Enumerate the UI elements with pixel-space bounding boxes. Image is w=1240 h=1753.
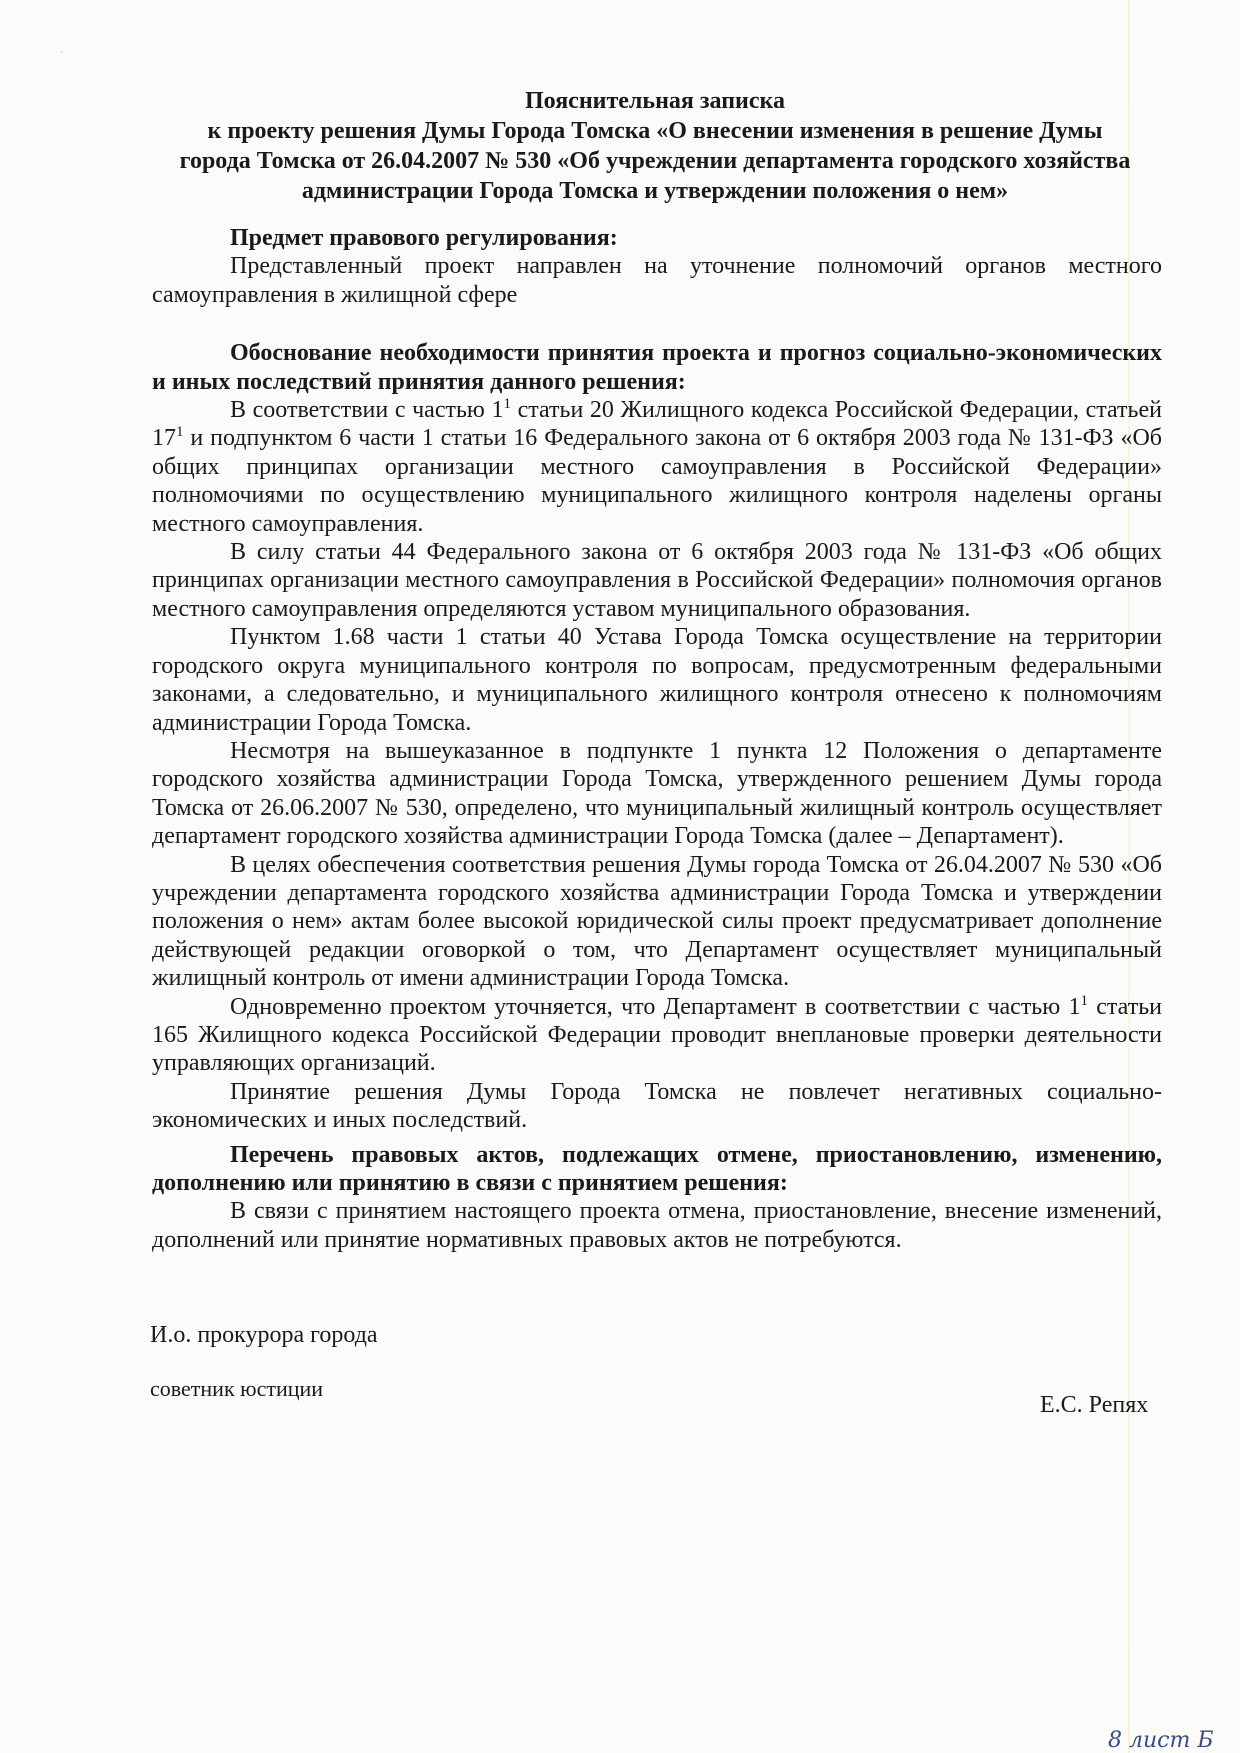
handwritten-note: 8 лист Б — [1108, 1728, 1214, 1753]
paragraph-2: В силу статьи 44 Федерального закона от 6 октября 2003 года № 131-ФЗ «Об общих принципах организации местного самоуправления в Российской Федерации» полномочия органов местного самоуправления определяются уставом муниципального образования. — [152, 539, 1162, 622]
paragraph-5: В целях обеспечения соответствия решения Думы города Томска от 26.04.2007 № 530 «Об учреждении департамента городского хозяйства администрации Города Томска и утверждении положения о нем» актам более высокой юридической силы проект предусматривает дополнение действующей редакции оговоркой о том, что Департамент осуществляет муниципальный жилищный контроль от имени администрации Города Томска. — [152, 851, 1162, 992]
subject-paragraph: Представленный проект направлен на уточнение полномочий органов местного самоуправления в жилищной сфере — [152, 253, 1162, 308]
title-line: города Томска от 26.04.2007 № 530 «Об учреждении департамента городского хозяйства — [179, 148, 1131, 174]
acts-paragraph: В связи с принятием настоящего проекта отмена, приостановление, внесение изменений, дополнений или принятие нормативных правовых актов не потребуются. — [152, 1198, 1162, 1253]
paragraph-1: В соответствии с частью $1^1$ статьи 20 Жилищного кодекса Российской Федерации, статьей $17^1$ и подпунктом 6 части 1 статьи 16 Федерального закона от 6 октября 2003 года № 131-ФЗ «Об общих принципах организации местного самоуправления в Российской Федерации» полномочиями по осуществлению муниципального жилищного контроля наделены органы местного самоуправления. — [152, 396, 1162, 537]
signatory-name: Е.С. Репях — [1040, 1392, 1149, 1418]
title-line: к проекту решения Думы Города Томска «О внесении изменения в решение Думы — [207, 118, 1103, 144]
justification-heading: Обоснование необходимости принятия проекта и прогноз социально-экономических и иных последствий принятия данного решения: — [152, 340, 1162, 395]
subject-heading: Предмет правового регулирования: — [230, 225, 618, 251]
scan-speck: · — [60, 48, 64, 59]
signatory-position: И.о. прокурора города — [150, 1322, 378, 1348]
paragraph-6: Одновременно проектом уточняется, что Департамент в соответствии с частью $1^1$ статьи 165 Жилищного кодекса Российской Федерации проводит внеплановые проверки деятельности управляющих организаций. — [152, 992, 1162, 1077]
paragraph-4: Несмотря на вышеуказанное в подпункте 1 пункта 12 Положения о департаменте городского хозяйства администрации Города Томска, утвержденного решением Думы города Томска от 26.06.2007 № 530, определено, что муниципальный жилищный контроль осуществляет департамент городского хозяйства администрации Города Томска (далее – Департамент). — [152, 737, 1162, 850]
document-body — [152, 224, 1162, 1254]
paragraph-7: Принятие решения Думы Города Томска не повлечет негативных социально-экономических и иных последствий. — [152, 1078, 1162, 1134]
title-line: Пояснительная записка — [524, 88, 785, 114]
signatory-rank: советник юстиции — [150, 1376, 324, 1401]
paragraph-3: Пунктом 1.68 части 1 статьи 40 Устава Города Томска осуществление на территории городского округа муниципального контроля по вопросам, предусмотренным федеральными законами, а следовательно, и муниципального жилищного контроля отнесено к полномочиям администрации Города Томска. — [152, 624, 1162, 736]
document-title — [150, 86, 1160, 206]
acts-heading: Перечень правовых актов, подлежащих отмене, приостановлению, изменению, дополнению или принятию в связи с принятием решения: — [152, 1141, 1162, 1196]
title-line: администрации Города Томска и утверждении положения о нем» — [301, 178, 1009, 204]
